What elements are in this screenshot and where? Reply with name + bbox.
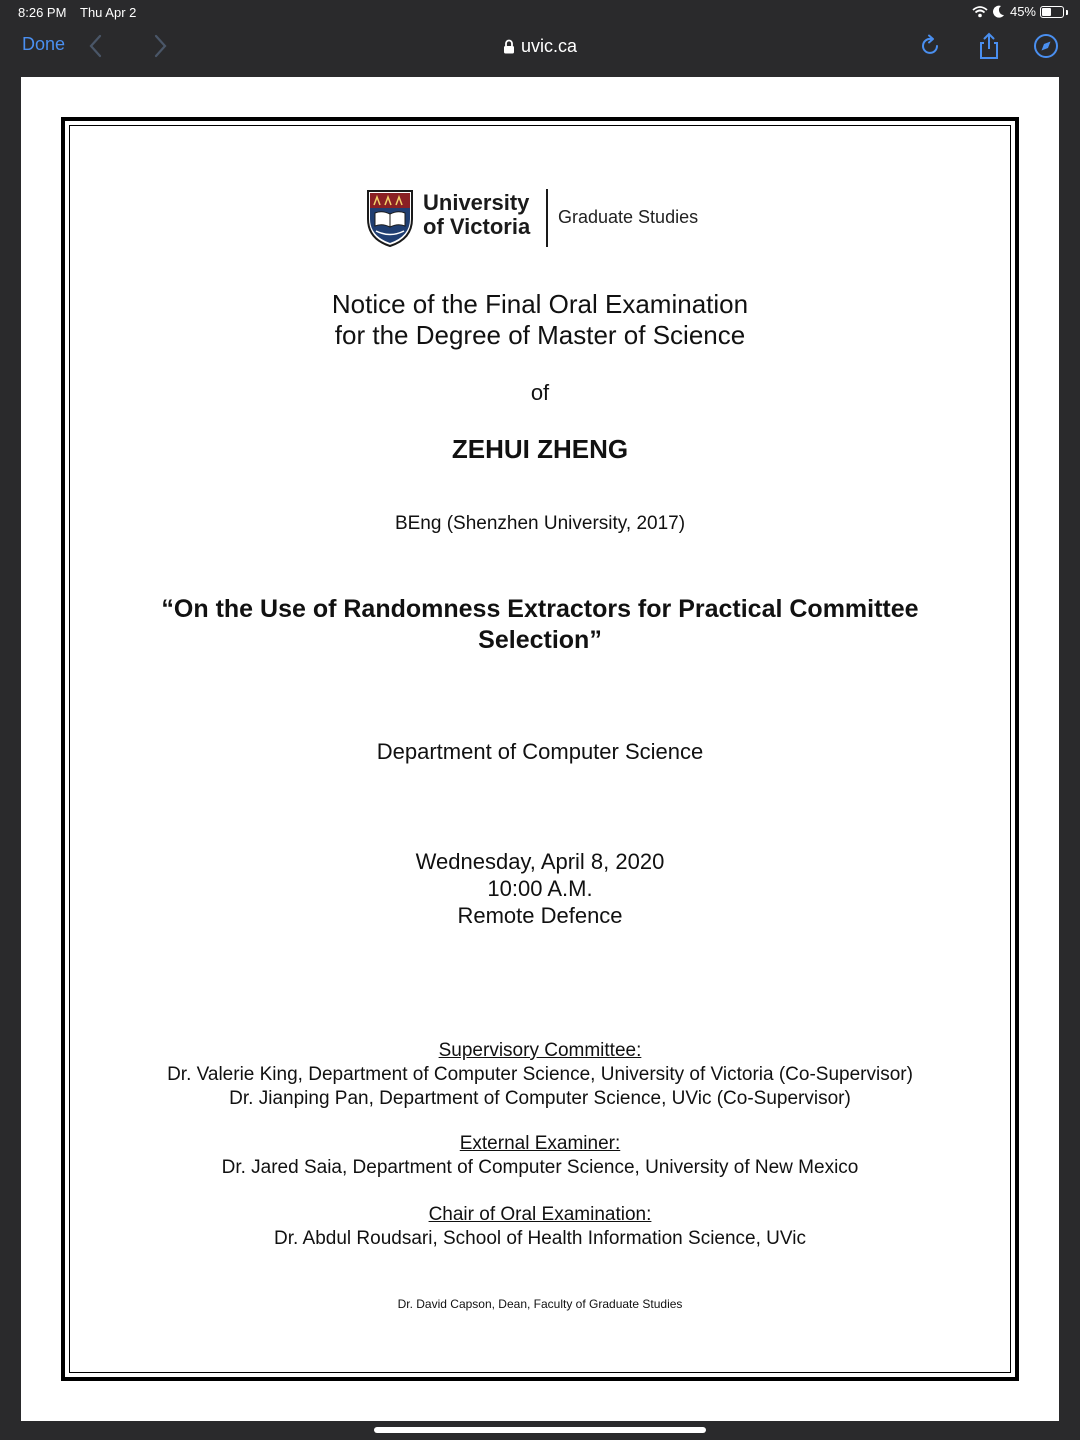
external-heading: External Examiner:	[459, 1133, 621, 1154]
address-bar[interactable]	[440, 34, 640, 58]
chevron-left-icon[interactable]	[86, 32, 106, 60]
wifi-icon	[972, 5, 988, 18]
notice-title-line1: Notice of the Final Oral Examination	[331, 289, 749, 319]
status-date: Thu Apr 2	[80, 5, 137, 20]
supervisor-line: Dr. Valerie King, Department of Computer Science, University of Victoria (Co-Supervisor)	[167, 1064, 913, 1085]
thesis-title-line1: “On the Use of Randomness Extractors for Practical Committee	[161, 595, 919, 623]
browser-toolbar	[0, 24, 1080, 72]
prior-degree: BEng (Shenzhen University, 2017)	[394, 513, 686, 534]
uvic-logo	[366, 187, 726, 249]
supervisory-heading: Supervisory Committee:	[438, 1040, 642, 1061]
battery-icon	[1040, 6, 1064, 18]
notice-title	[21, 289, 1059, 351]
status-time: 8:26 PM	[18, 5, 67, 20]
battery-percent: 45%	[1009, 4, 1036, 19]
supervisor-line: Dr. Jianping Pan, Department of Computer Science, UVic (Co-Supervisor)	[229, 1088, 851, 1109]
thesis-title-line2: Selection”	[478, 626, 602, 654]
document-page	[21, 77, 1059, 1421]
chevron-right-icon[interactable]	[150, 32, 170, 60]
exam-details	[21, 848, 1059, 929]
department: Department of Computer Science	[376, 739, 704, 764]
share-icon[interactable]	[975, 32, 1003, 60]
battery-fill	[1042, 8, 1051, 16]
compass-icon[interactable]	[1032, 32, 1060, 60]
moon-icon	[993, 5, 1005, 18]
exam-location: Remote Defence	[457, 903, 623, 928]
thesis-title	[111, 594, 969, 656]
dean-signature-line: Dr. David Capson, Dean, Faculty of Graduate Studies	[397, 1297, 683, 1311]
university-crest-icon	[366, 189, 414, 247]
exam-date: Wednesday, April 8, 2020	[415, 849, 665, 874]
logo-divider	[546, 189, 548, 247]
reload-icon[interactable]	[917, 32, 945, 60]
of-text: of	[530, 380, 550, 405]
chair-heading: Chair of Oral Examination:	[428, 1204, 652, 1225]
exam-time: 10:00 A.M.	[487, 876, 593, 901]
unit-name: Graduate Studies	[558, 207, 699, 227]
external-examiner: Dr. Jared Saia, Department of Computer Science, University of New Mexico	[221, 1157, 859, 1178]
lock-icon	[503, 39, 515, 54]
battery-nub	[1066, 10, 1068, 15]
notice-title-line2: for the Degree of Master of Science	[334, 320, 746, 350]
university-wordmark	[423, 191, 530, 239]
done-button[interactable]: Done	[22, 34, 66, 54]
chair-name: Dr. Abdul Roudsari, School of Health Information Science, UVic	[274, 1228, 806, 1249]
university-line1: University	[423, 190, 530, 215]
status-indicators	[972, 4, 1036, 19]
url-text: uvic.ca	[520, 35, 578, 56]
home-indicator[interactable]	[374, 1427, 706, 1433]
status-bar	[0, 0, 1080, 24]
university-line2: of Victoria	[423, 214, 531, 239]
candidate-name: ZEHUI ZHENG	[451, 434, 629, 464]
